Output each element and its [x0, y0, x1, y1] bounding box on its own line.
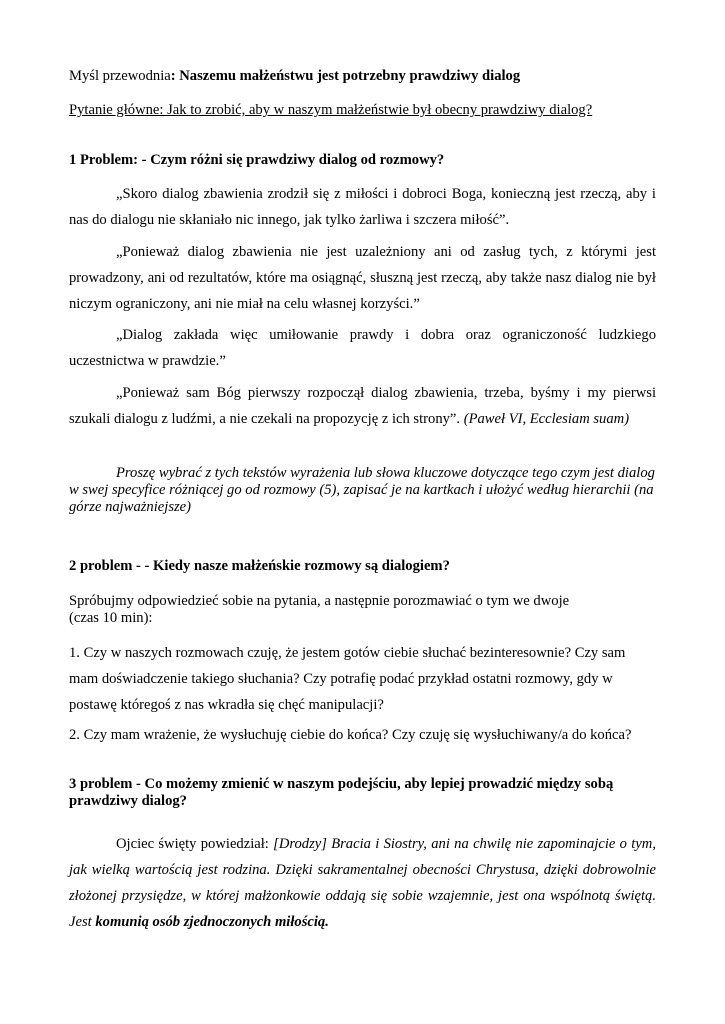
quote-4: „Ponieważ sam Bóg pierwszy rozpoczął dialog zbawienia, trzeba, byśmy i my pierwsi szukali dialogu z ludźmi, a nie czekali na propozycję z ich strony”. (Paweł VI, Ecclesiam suam)	[69, 385, 656, 427]
main-question: Pytanie główne: Jak to zrobić, aby w naszym małżeństwie był obecny prawdziwy dialog?	[69, 102, 593, 118]
theme-line	[69, 68, 656, 85]
theme-label: Myśl przewodnia	[69, 68, 171, 84]
bold-italic-phrase: komunią osób zjednoczonych miłością.	[95, 914, 329, 930]
question-1: 1. Czy w naszych rozmowach czuję, że jestem gotów ciebie słuchać bezinteresownie? Czy sam mam doświadczenie takiego słuchania? Czy potrafię podać przykład ostatni rozmowy, gdy w postawę któregoś z nas wkradła się chęć manipulacji?	[69, 645, 626, 713]
section1-heading: 1 Problem: - Czym różni się prawdziwy dialog od rozmowy?	[69, 152, 445, 168]
theme-separator: :	[170, 68, 180, 84]
section2-intro-line-2: (czas 10 min):	[69, 610, 153, 626]
section3-heading: 3 problem - Co możemy zmienić w naszym podejściu, aby lepiej prowadzić między sobą prawdziwy dialog?	[69, 776, 614, 809]
quote-2: „Ponieważ dialog zbawienia nie jest uzależniony ani od zasług tych, z którymi jest prowadzony, ani od rezultatów, które ma osiągnąć, słuszną jest rzeczą, aby także nasz dialog nie był niczym ograniczony, ani nie miał na celu własnej korzyści.”	[69, 244, 656, 312]
citation: (Paweł VI, Ecclesiam suam)	[463, 411, 630, 427]
question-2: 2. Czy mam wrażenie, że wysłuchuję ciebie do końca? Czy czuję się wysłuchiwany/a do końca?	[69, 727, 632, 743]
theme-text: Naszemu małżeństwu jest potrzebny prawdziwy dialog	[179, 68, 521, 84]
section2-intro	[69, 593, 656, 627]
section2-intro-line-1: Spróbujmy odpowiedzieć sobie na pytania, a następnie porozmawiać o tym we dwoje	[69, 593, 570, 609]
section2-heading: 2 problem - - Kiedy nasze małżeńskie rozmowy są dialogiem?	[69, 558, 450, 574]
quote-1: „Skoro dialog zbawienia zrodził się z miłości i dobroci Boga, konieczną jest rzeczą, aby i nas do dialogu nie skłaniało nic innego, jak tylko żarliwa i szczera miłość”.	[69, 186, 656, 228]
instruction-text: Proszę wybrać z tych tekstów wyrażenia lub słowa kluczowe dotyczące tego czym jest dialog w swej specyfice różniącej go od rozmowy (5), zapisać je na kartkach i ułożyć według hierarchii (na górze najważniejsze)	[69, 465, 655, 515]
quote-3: „Dialog zakłada więc umiłowanie prawdy i dobra oraz ograniczoność ludzkiego uczestnictwa w prawdzie.”	[69, 327, 656, 369]
section3-paragraph: Ojciec święty powiedział: [Drodzy] Bracia i Siostry, ani na chwilę nie zapominajcie o tym, jak wielką wartością jest rodzina. Dzięki sakramentalnej obecności Chrystusa, dzięki dobrowolnie złożonej przysiędze, w której małżonkowie oddają się sobie wzajemnie, jest ona wspólnotą świętą. Jest komunią osób zjednoczonych miłością.	[69, 836, 656, 930]
